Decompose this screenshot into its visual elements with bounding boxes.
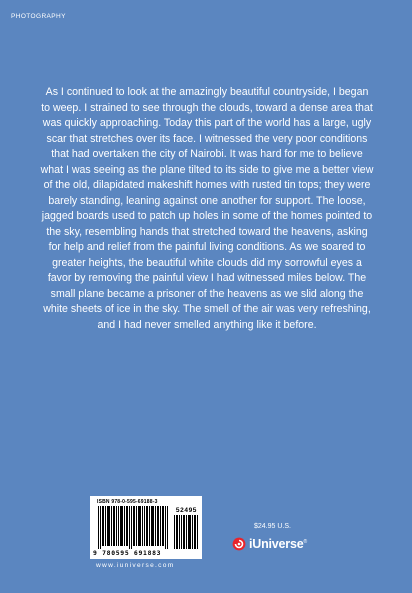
price-code: 52495 — [175, 507, 197, 514]
isbn-label: ISBN 978-0-595-69188-3 — [97, 499, 158, 505]
book-price: $24.95 U.S. — [254, 523, 291, 530]
isbn-digits: 9 780595 691883 — [93, 549, 162, 557]
publisher-name: iUniverse® — [249, 537, 307, 551]
iuniverse-swirl-icon — [232, 537, 246, 551]
price-addon-barcode — [174, 515, 198, 549]
barcode-box — [90, 496, 202, 559]
back-cover-blurb: As I continued to look at the amazingly beautiful countryside, I began to weep. I strained to see through the clouds, toward a dense area that was quickly approaching. Today this part of the world has a large, ugly scar that stretches over its face. I witnessed the very poor conditions that had overtaken the city of Nairobi. It was hard for me to believe what I was seeing as the plane tilted to its side to give me a better view of the old, dilapidated makeshift homes with rusted tin tops; they were barely standing, leaning against one another for support. The loose, jagged boards used to patch up holes in some of the homes pointed to the sky, resembling hands that stretched toward the heavens, asking for help and relief from the painful living conditions. As we soared to greater heights, the beautiful white clouds did my sorrowful eyes a favor by removing the painful view I had witnessed miles below. The small plane became a prisoner of the heavens as we slid along the white sheets of ice in the sky. The smell of the air was very refreshing, and I had never smelled anything like it before. — [40, 86, 374, 331]
category-label: PHOTOGRAPHY — [11, 13, 66, 20]
publisher-logo — [232, 537, 307, 551]
ean-barcode — [96, 506, 172, 549]
publisher-website: www.iuniverse.com — [96, 562, 175, 569]
